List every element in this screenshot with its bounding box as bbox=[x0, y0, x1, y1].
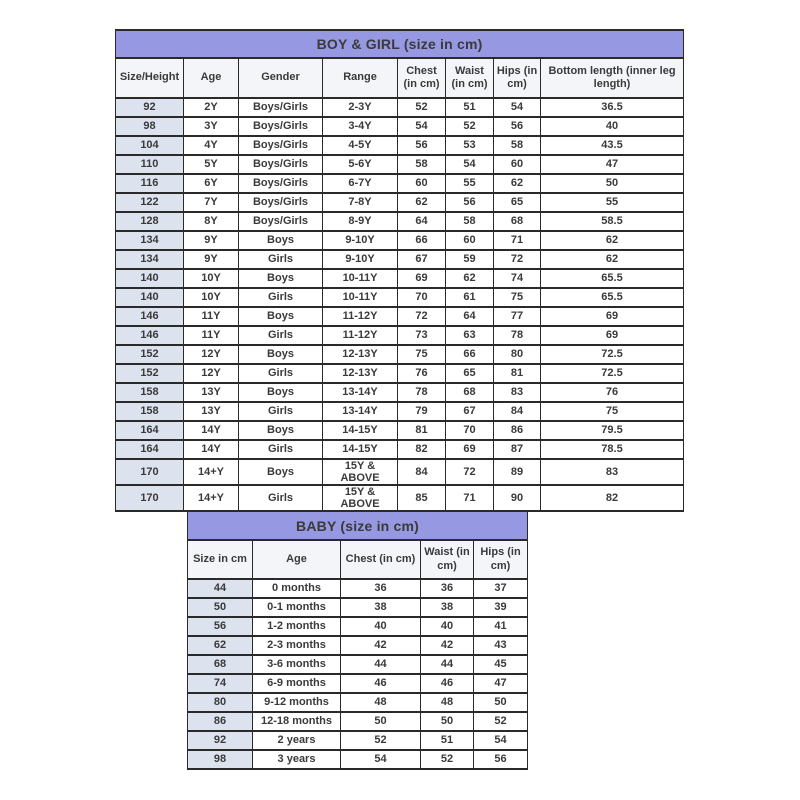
table-row bbox=[116, 402, 684, 421]
value-cell: 86 bbox=[494, 421, 541, 440]
value-cell: 89 bbox=[494, 459, 541, 485]
value-cell: 10-11Y bbox=[323, 269, 398, 288]
value-cell: 40 bbox=[421, 617, 474, 636]
value-cell: 11Y bbox=[184, 307, 239, 326]
size-cell: 98 bbox=[188, 750, 253, 769]
value-cell: 6-9 months bbox=[253, 674, 341, 693]
size-cell: 164 bbox=[116, 421, 184, 440]
value-cell: 38 bbox=[421, 598, 474, 617]
value-cell: 54 bbox=[398, 117, 446, 136]
value-cell: 51 bbox=[421, 731, 474, 750]
value-cell: 36 bbox=[421, 579, 474, 598]
value-cell: 56 bbox=[494, 117, 541, 136]
table-row bbox=[188, 731, 528, 750]
table-row bbox=[116, 307, 684, 326]
size-cell: 110 bbox=[116, 155, 184, 174]
value-cell: Girls bbox=[239, 364, 323, 383]
table-row bbox=[188, 636, 528, 655]
value-cell: 72 bbox=[398, 307, 446, 326]
value-cell: 41 bbox=[474, 617, 528, 636]
value-cell: 52 bbox=[341, 731, 421, 750]
value-cell: 42 bbox=[421, 636, 474, 655]
value-cell: 87 bbox=[494, 440, 541, 459]
value-cell: 14+Y bbox=[184, 459, 239, 485]
value-cell: 7-8Y bbox=[323, 193, 398, 212]
column-header: Age bbox=[184, 58, 239, 98]
size-cell: 170 bbox=[116, 459, 184, 485]
column-header: Chest (in cm) bbox=[341, 540, 421, 579]
value-cell: 69 bbox=[541, 307, 684, 326]
value-cell: 4-5Y bbox=[323, 136, 398, 155]
value-cell: 58 bbox=[494, 136, 541, 155]
column-header: Hips (in cm) bbox=[474, 540, 528, 579]
value-cell: 44 bbox=[341, 655, 421, 674]
value-cell: 65.5 bbox=[541, 288, 684, 307]
value-cell: 82 bbox=[541, 485, 684, 511]
value-cell: 61 bbox=[446, 288, 494, 307]
table-row bbox=[188, 693, 528, 712]
value-cell: 66 bbox=[398, 231, 446, 250]
value-cell: Girls bbox=[239, 250, 323, 269]
value-cell: 4Y bbox=[184, 136, 239, 155]
size-cell: 44 bbox=[188, 579, 253, 598]
value-cell: 52 bbox=[398, 98, 446, 117]
baby-title-row bbox=[188, 511, 528, 540]
value-cell: 2 years bbox=[253, 731, 341, 750]
size-cell: 140 bbox=[116, 288, 184, 307]
value-cell: 54 bbox=[446, 155, 494, 174]
value-cell: 36.5 bbox=[541, 98, 684, 117]
baby-table-body bbox=[188, 579, 528, 769]
value-cell: 43 bbox=[474, 636, 528, 655]
value-cell: 2-3Y bbox=[323, 98, 398, 117]
value-cell: 71 bbox=[446, 485, 494, 511]
column-header: Range bbox=[323, 58, 398, 98]
value-cell: 9Y bbox=[184, 250, 239, 269]
value-cell: 72.5 bbox=[541, 364, 684, 383]
value-cell: Boys/Girls bbox=[239, 174, 323, 193]
value-cell: 5-6Y bbox=[323, 155, 398, 174]
value-cell: 15Y & ABOVE bbox=[323, 485, 398, 511]
table-row bbox=[116, 421, 684, 440]
value-cell: Girls bbox=[239, 326, 323, 345]
table-row bbox=[116, 231, 684, 250]
size-cell: 134 bbox=[116, 250, 184, 269]
value-cell: Girls bbox=[239, 440, 323, 459]
size-cell: 146 bbox=[116, 326, 184, 345]
value-cell: 12-13Y bbox=[323, 345, 398, 364]
table-row bbox=[116, 288, 684, 307]
value-cell: 63 bbox=[446, 326, 494, 345]
value-cell: 11-12Y bbox=[323, 307, 398, 326]
value-cell: 72.5 bbox=[541, 345, 684, 364]
column-header: Bottom length (inner leg length) bbox=[541, 58, 684, 98]
value-cell: 53 bbox=[446, 136, 494, 155]
value-cell: 85 bbox=[398, 485, 446, 511]
size-cell: 62 bbox=[188, 636, 253, 655]
value-cell: Boys/Girls bbox=[239, 193, 323, 212]
column-header: Chest (in cm) bbox=[398, 58, 446, 98]
size-cell: 50 bbox=[188, 598, 253, 617]
value-cell: 82 bbox=[398, 440, 446, 459]
table-row bbox=[116, 485, 684, 511]
value-cell: 9-10Y bbox=[323, 250, 398, 269]
value-cell: 52 bbox=[446, 117, 494, 136]
value-cell: Boys/Girls bbox=[239, 136, 323, 155]
boy-girl-header-row bbox=[116, 58, 684, 98]
boy-girl-title-row bbox=[116, 30, 684, 58]
value-cell: 58 bbox=[398, 155, 446, 174]
size-cell: 170 bbox=[116, 485, 184, 511]
value-cell: 12-13Y bbox=[323, 364, 398, 383]
value-cell: 76 bbox=[541, 383, 684, 402]
value-cell: Boys bbox=[239, 459, 323, 485]
value-cell: Boys bbox=[239, 231, 323, 250]
value-cell: 50 bbox=[341, 712, 421, 731]
table-row bbox=[116, 269, 684, 288]
table-row bbox=[188, 674, 528, 693]
value-cell: 12Y bbox=[184, 364, 239, 383]
value-cell: Boys bbox=[239, 383, 323, 402]
value-cell: 75 bbox=[398, 345, 446, 364]
value-cell: 83 bbox=[541, 459, 684, 485]
value-cell: Boys/Girls bbox=[239, 155, 323, 174]
table-row bbox=[116, 345, 684, 364]
column-header: Size in cm bbox=[188, 540, 253, 579]
value-cell: 3-6 months bbox=[253, 655, 341, 674]
value-cell: 62 bbox=[446, 269, 494, 288]
value-cell: 79.5 bbox=[541, 421, 684, 440]
value-cell: 60 bbox=[398, 174, 446, 193]
value-cell: 84 bbox=[494, 402, 541, 421]
value-cell: 39 bbox=[474, 598, 528, 617]
value-cell: 84 bbox=[398, 459, 446, 485]
value-cell: 78.5 bbox=[541, 440, 684, 459]
value-cell: 62 bbox=[398, 193, 446, 212]
table-row bbox=[116, 155, 684, 174]
value-cell: Boys bbox=[239, 345, 323, 364]
value-cell: 65.5 bbox=[541, 269, 684, 288]
value-cell: Boys bbox=[239, 269, 323, 288]
value-cell: Girls bbox=[239, 402, 323, 421]
value-cell: 81 bbox=[398, 421, 446, 440]
size-cell: 56 bbox=[188, 617, 253, 636]
value-cell: 62 bbox=[541, 231, 684, 250]
value-cell: 51 bbox=[446, 98, 494, 117]
value-cell: 69 bbox=[541, 326, 684, 345]
value-cell: 71 bbox=[494, 231, 541, 250]
size-cell: 98 bbox=[116, 117, 184, 136]
value-cell: 64 bbox=[446, 307, 494, 326]
value-cell: 72 bbox=[446, 459, 494, 485]
value-cell: 13-14Y bbox=[323, 383, 398, 402]
table-row bbox=[188, 655, 528, 674]
value-cell: 11Y bbox=[184, 326, 239, 345]
table-row bbox=[188, 712, 528, 731]
size-cell: 116 bbox=[116, 174, 184, 193]
value-cell: 12Y bbox=[184, 345, 239, 364]
value-cell: 6Y bbox=[184, 174, 239, 193]
baby-header-row bbox=[188, 540, 528, 579]
value-cell: 50 bbox=[474, 693, 528, 712]
value-cell: 7Y bbox=[184, 193, 239, 212]
boy-girl-table-title: BOY & GIRL (size in cm) bbox=[116, 30, 684, 58]
value-cell: 3Y bbox=[184, 117, 239, 136]
value-cell: 69 bbox=[398, 269, 446, 288]
value-cell: 47 bbox=[474, 674, 528, 693]
value-cell: 13-14Y bbox=[323, 402, 398, 421]
value-cell: 76 bbox=[398, 364, 446, 383]
value-cell: 54 bbox=[494, 98, 541, 117]
value-cell: 55 bbox=[541, 193, 684, 212]
value-cell: 50 bbox=[421, 712, 474, 731]
size-cell: 86 bbox=[188, 712, 253, 731]
table-row bbox=[188, 598, 528, 617]
size-cell: 68 bbox=[188, 655, 253, 674]
value-cell: 40 bbox=[541, 117, 684, 136]
value-cell: 0 months bbox=[253, 579, 341, 598]
size-cell: 158 bbox=[116, 383, 184, 402]
size-cell: 80 bbox=[188, 693, 253, 712]
table-row bbox=[116, 250, 684, 269]
size-cell: 104 bbox=[116, 136, 184, 155]
table-row bbox=[116, 440, 684, 459]
value-cell: 14-15Y bbox=[323, 421, 398, 440]
size-cell: 152 bbox=[116, 364, 184, 383]
value-cell: 14Y bbox=[184, 421, 239, 440]
size-cell: 92 bbox=[188, 731, 253, 750]
value-cell: Boys/Girls bbox=[239, 117, 323, 136]
value-cell: 65 bbox=[494, 193, 541, 212]
value-cell: 64 bbox=[398, 212, 446, 231]
value-cell: 13Y bbox=[184, 383, 239, 402]
value-cell: 3-4Y bbox=[323, 117, 398, 136]
value-cell: 8Y bbox=[184, 212, 239, 231]
size-cell: 140 bbox=[116, 269, 184, 288]
value-cell: 58 bbox=[446, 212, 494, 231]
value-cell: 77 bbox=[494, 307, 541, 326]
value-cell: Boys/Girls bbox=[239, 212, 323, 231]
value-cell: Boys/Girls bbox=[239, 98, 323, 117]
value-cell: 15Y & ABOVE bbox=[323, 459, 398, 485]
value-cell: 65 bbox=[446, 364, 494, 383]
value-cell: 8-9Y bbox=[323, 212, 398, 231]
size-cell: 152 bbox=[116, 345, 184, 364]
column-header: Age bbox=[253, 540, 341, 579]
value-cell: 56 bbox=[398, 136, 446, 155]
value-cell: 90 bbox=[494, 485, 541, 511]
value-cell: 14Y bbox=[184, 440, 239, 459]
size-cell: 134 bbox=[116, 231, 184, 250]
value-cell: 70 bbox=[398, 288, 446, 307]
value-cell: 69 bbox=[446, 440, 494, 459]
value-cell: 10-11Y bbox=[323, 288, 398, 307]
boy-girl-table-body bbox=[116, 98, 684, 511]
size-cell: 122 bbox=[116, 193, 184, 212]
value-cell: 9Y bbox=[184, 231, 239, 250]
value-cell: 14+Y bbox=[184, 485, 239, 511]
table-row bbox=[116, 212, 684, 231]
value-cell: 11-12Y bbox=[323, 326, 398, 345]
value-cell: 59 bbox=[446, 250, 494, 269]
value-cell: 2Y bbox=[184, 98, 239, 117]
column-header: Waist (in cm) bbox=[421, 540, 474, 579]
value-cell: 58.5 bbox=[541, 212, 684, 231]
baby-table-title: BABY (size in cm) bbox=[188, 511, 528, 540]
value-cell: 62 bbox=[541, 250, 684, 269]
value-cell: 13Y bbox=[184, 402, 239, 421]
value-cell: 54 bbox=[474, 731, 528, 750]
value-cell: Boys bbox=[239, 421, 323, 440]
value-cell: 55 bbox=[446, 174, 494, 193]
baby-size-table bbox=[187, 510, 528, 770]
value-cell: 70 bbox=[446, 421, 494, 440]
value-cell: 48 bbox=[341, 693, 421, 712]
value-cell: Boys bbox=[239, 307, 323, 326]
size-cell: 146 bbox=[116, 307, 184, 326]
table-row bbox=[188, 617, 528, 636]
value-cell: 12-18 months bbox=[253, 712, 341, 731]
value-cell: 37 bbox=[474, 579, 528, 598]
table-row bbox=[116, 364, 684, 383]
table-row bbox=[188, 750, 528, 769]
value-cell: 56 bbox=[474, 750, 528, 769]
value-cell: 60 bbox=[494, 155, 541, 174]
value-cell: 6-7Y bbox=[323, 174, 398, 193]
table-row bbox=[116, 174, 684, 193]
value-cell: 79 bbox=[398, 402, 446, 421]
column-header: Gender bbox=[239, 58, 323, 98]
value-cell: 56 bbox=[446, 193, 494, 212]
value-cell: 14-15Y bbox=[323, 440, 398, 459]
value-cell: 52 bbox=[474, 712, 528, 731]
size-cell: 158 bbox=[116, 402, 184, 421]
value-cell: 10Y bbox=[184, 288, 239, 307]
value-cell: 40 bbox=[341, 617, 421, 636]
value-cell: 50 bbox=[541, 174, 684, 193]
value-cell: 2-3 months bbox=[253, 636, 341, 655]
value-cell: 42 bbox=[341, 636, 421, 655]
value-cell: 68 bbox=[446, 383, 494, 402]
column-header: Hips (in cm) bbox=[494, 58, 541, 98]
value-cell: 78 bbox=[398, 383, 446, 402]
value-cell: 68 bbox=[494, 212, 541, 231]
table-row bbox=[116, 98, 684, 117]
table-row bbox=[116, 117, 684, 136]
value-cell: 0-1 months bbox=[253, 598, 341, 617]
value-cell: Girls bbox=[239, 485, 323, 511]
value-cell: 38 bbox=[341, 598, 421, 617]
value-cell: 46 bbox=[341, 674, 421, 693]
value-cell: 1-2 months bbox=[253, 617, 341, 636]
size-cell: 92 bbox=[116, 98, 184, 117]
table-row bbox=[116, 383, 684, 402]
size-cell: 128 bbox=[116, 212, 184, 231]
value-cell: 54 bbox=[341, 750, 421, 769]
value-cell: 48 bbox=[421, 693, 474, 712]
value-cell: 67 bbox=[446, 402, 494, 421]
value-cell: 73 bbox=[398, 326, 446, 345]
value-cell: 83 bbox=[494, 383, 541, 402]
value-cell: 81 bbox=[494, 364, 541, 383]
value-cell: 3 years bbox=[253, 750, 341, 769]
table-row bbox=[116, 326, 684, 345]
value-cell: 36 bbox=[341, 579, 421, 598]
value-cell: Girls bbox=[239, 288, 323, 307]
value-cell: 80 bbox=[494, 345, 541, 364]
column-header: Size/Height bbox=[116, 58, 184, 98]
value-cell: 72 bbox=[494, 250, 541, 269]
value-cell: 43.5 bbox=[541, 136, 684, 155]
boy-girl-size-table bbox=[115, 29, 684, 512]
size-cell: 164 bbox=[116, 440, 184, 459]
value-cell: 74 bbox=[494, 269, 541, 288]
value-cell: 52 bbox=[421, 750, 474, 769]
table-row bbox=[188, 579, 528, 598]
value-cell: 75 bbox=[541, 402, 684, 421]
table-row bbox=[116, 136, 684, 155]
table-row bbox=[116, 459, 684, 485]
value-cell: 75 bbox=[494, 288, 541, 307]
value-cell: 62 bbox=[494, 174, 541, 193]
value-cell: 67 bbox=[398, 250, 446, 269]
value-cell: 10Y bbox=[184, 269, 239, 288]
size-cell: 74 bbox=[188, 674, 253, 693]
value-cell: 47 bbox=[541, 155, 684, 174]
column-header: Waist (in cm) bbox=[446, 58, 494, 98]
value-cell: 9-10Y bbox=[323, 231, 398, 250]
value-cell: 66 bbox=[446, 345, 494, 364]
value-cell: 9-12 months bbox=[253, 693, 341, 712]
value-cell: 78 bbox=[494, 326, 541, 345]
value-cell: 5Y bbox=[184, 155, 239, 174]
value-cell: 44 bbox=[421, 655, 474, 674]
value-cell: 45 bbox=[474, 655, 528, 674]
table-row bbox=[116, 193, 684, 212]
value-cell: 46 bbox=[421, 674, 474, 693]
value-cell: 60 bbox=[446, 231, 494, 250]
